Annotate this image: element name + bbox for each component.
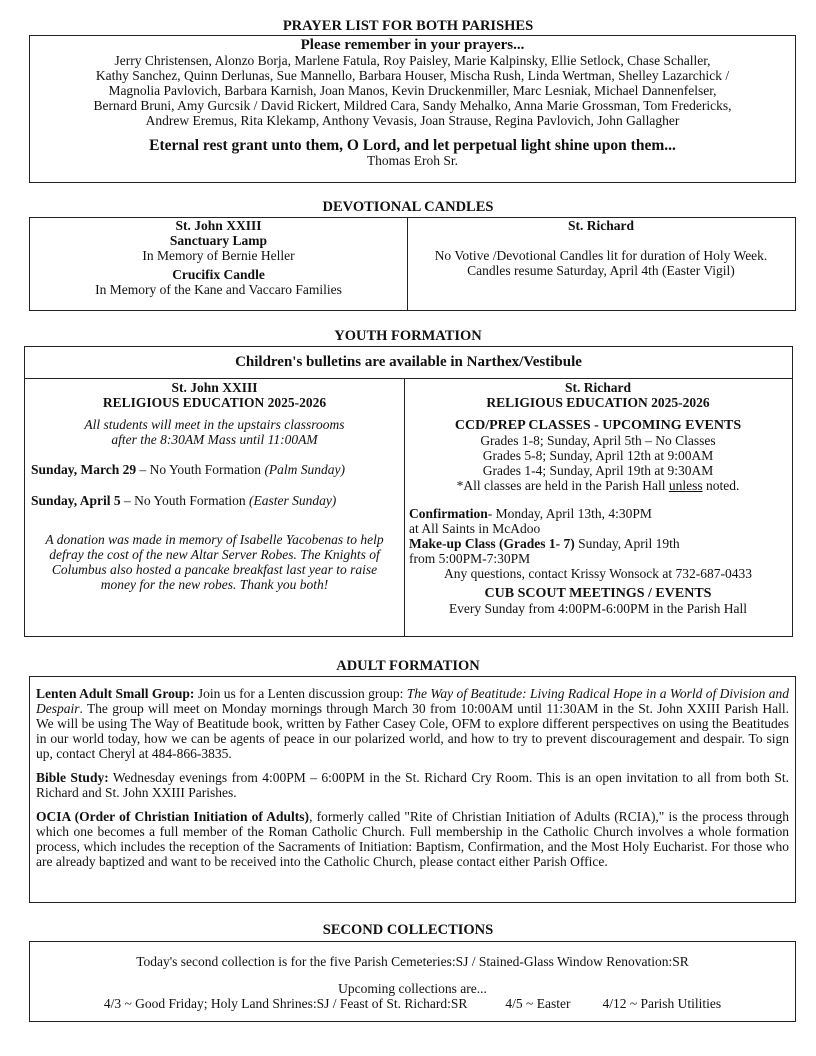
ccd-heading: CCD/PREP CLASSES - UPCOMING EVENTS bbox=[454, 418, 742, 433]
parish-name: St. John XXIII bbox=[171, 380, 258, 395]
prayer-list-box bbox=[29, 35, 796, 183]
event-line: Sunday, April 5 – No Youth Formation (Easter Sunday) bbox=[31, 493, 337, 508]
candles-box bbox=[29, 217, 796, 311]
prayer-name-line: Andrew Eremus, Rita Klekamp, Anthony Vevasis, Joan Strause, Regina Pavlovich, John Gallagher bbox=[145, 113, 680, 128]
candle-note: No Votive /Devotional Candles lit for duration of Holy Week. bbox=[434, 248, 768, 263]
prayer-name-line: Bernard Bruni, Amy Gurcsik / David Rickert, Mildred Cara, Sandy Mehalko, Anna Marie Grossman, Tom Fredericks, bbox=[93, 98, 732, 113]
hall-note: *All classes are held in the Parish Hall unless noted. bbox=[456, 478, 740, 493]
adult-box bbox=[29, 676, 796, 903]
contact-line: Any questions, contact Krissy Wonsock at 732-687-0433 bbox=[443, 566, 752, 581]
program-name: RELIGIOUS EDUCATION 2025-2026 bbox=[486, 395, 710, 410]
ccd-item: Grades 1-4; Sunday, April 19th at 9:30AM bbox=[482, 463, 714, 478]
candle-note: Candles resume Saturday, April 4th (Easter Vigil) bbox=[467, 263, 735, 278]
cub-scout-heading: CUB SCOUT MEETINGS / EVENTS bbox=[484, 586, 712, 601]
prayer-list-title: PRAYER LIST FOR BOTH PARISHES bbox=[282, 18, 534, 34]
youth-title: YOUTH FORMATION bbox=[334, 328, 482, 344]
event-line: Sunday, March 29 – No Youth Formation (Palm Sunday) bbox=[31, 462, 346, 477]
parish-name: St. Richard bbox=[564, 380, 631, 395]
prayer-name-line: Jerry Christensen, Alonzo Borja, Marlene Fatula, Roy Paisley, Marie Kalpinsky, Ellie Setlock, Chase Schaller, bbox=[114, 53, 711, 68]
youth-st-richard bbox=[404, 379, 792, 636]
confirmation-place: at All Saints in McAdoo bbox=[409, 521, 541, 536]
eternal-rest-prayer: Eternal rest grant unto them, O Lord, and let perpetual light shine upon them... bbox=[149, 137, 676, 154]
youth-st-john bbox=[25, 379, 404, 636]
ocia: OCIA (Order of Christian Initiation of Adults), formerly called "Rite of Christian Initiation of Adults (RCIA)," is the process through which one becomes a full member of the Roman Catholic Church. Full membership in the Catholic Church involves a whole formation process, which includes the reception of the Sacraments of Initiation: Baptism, Confirmation, and the Most Holy Eucharist. For those who are already baptized and want to be received into the Catholic Church, please contact either Parish Office. bbox=[36, 809, 789, 869]
youth-box bbox=[24, 346, 793, 637]
collections-box bbox=[29, 941, 796, 1022]
ccd-item: Grades 1-8; Sunday, April 5th – No Classes bbox=[480, 433, 716, 448]
makeup-time: from 5:00PM-7:30PM bbox=[409, 551, 531, 566]
class-note: All students will meet in the upstairs classrooms bbox=[84, 417, 345, 432]
class-note: after the 8:30AM Mass until 11:00AM bbox=[111, 432, 318, 447]
lenten-group: Lenten Adult Small Group: Join us for a Lenten discussion group: The Way of Beatitude: Living Radical Hope in a World of Division and Despair. The group will meet on Monday mornings through March 30 from 10:00AM until 11:30AM in the St. John XXIII Parish Hall. We will be using The Way of Beatitude book, written by Father Casey Cole, OFM to explore different perspectives on using the Beatitudes in our world today, how we can be agents of peace in our polarized world, and how to try to prevent discouragement and despair. To sign up, contact Cheryl at 484-866-3835. bbox=[36, 686, 790, 761]
upcoming-list: 4/3 ~ Good Friday; Holy Land Shrines:SJ / Feast of St. Richard:SR 4/5 ~ Easter 4/12 ~ Parish Utilities bbox=[103, 996, 722, 1011]
candles-title: DEVOTIONAL CANDLES bbox=[322, 199, 494, 215]
candle-item: Crucifix Candle bbox=[172, 267, 265, 282]
candle-item: Sanctuary Lamp bbox=[169, 233, 268, 248]
youth-banner: Children's bulletins are available in Narthex/Vestibule bbox=[25, 347, 792, 379]
candles-st-richard bbox=[407, 218, 795, 310]
donation-note: A donation was made in memory of Isabelle Yacobenas to help defray the cost of the new Altar Server Robes. The Knights of Columbus also hosted a pancake breakfast last year to raise money for the new robes. Thank you both! bbox=[45, 532, 384, 592]
program-name: RELIGIOUS EDUCATION 2025-2026 bbox=[102, 395, 327, 410]
confirmation-line: Confirmation- Monday, April 13th, 4:30PM bbox=[409, 506, 652, 521]
ccd-item: Grades 5-8; Sunday, April 12th at 9:00AM bbox=[482, 448, 714, 463]
candle-memory: In Memory of the Kane and Vaccaro Families bbox=[95, 282, 342, 297]
adult-title: ADULT FORMATION bbox=[336, 658, 480, 674]
cub-scout-text: Every Sunday from 4:00PM-6:00PM in the Parish Hall bbox=[448, 601, 748, 616]
bible-study: Bible Study: Wednesday evenings from 4:00PM – 6:00PM in the St. Richard Cry Room. This is an open invitation to all from both St. Richard and St. John XXIII Parishes. bbox=[36, 770, 789, 800]
parish-name: St. John XXIII bbox=[175, 218, 262, 233]
makeup-line: Make-up Class (Grades 1- 7) Sunday, April 19th bbox=[409, 536, 680, 551]
prayer-heading: Please remember in your prayers... bbox=[300, 37, 525, 53]
parish-name: St. Richard bbox=[567, 218, 634, 233]
upcoming-label: Upcoming collections are... bbox=[338, 981, 487, 996]
candles-st-john bbox=[30, 218, 407, 310]
candle-memory: In Memory of Bernie Heller bbox=[142, 248, 295, 263]
prayer-name-line: Magnolia Pavlovich, Barbara Karnish, Joan Manos, Kevin Druckenmiller, Marc Lesniak, Michael Dannenfelser, bbox=[108, 83, 717, 98]
today-collection: Today's second collection is for the five Parish Cemeteries:SJ / Stained-Glass Window Renovation:SR bbox=[136, 954, 689, 969]
collections-title: SECOND COLLECTIONS bbox=[322, 922, 494, 938]
deceased-name: Thomas Eroh Sr. bbox=[366, 153, 459, 168]
prayer-name-line: Kathy Sanchez, Quinn Derlunas, Sue Mannello, Barbara Houser, Mischa Rush, Linda Wertman, Shelley Lazarchick / bbox=[95, 68, 730, 83]
